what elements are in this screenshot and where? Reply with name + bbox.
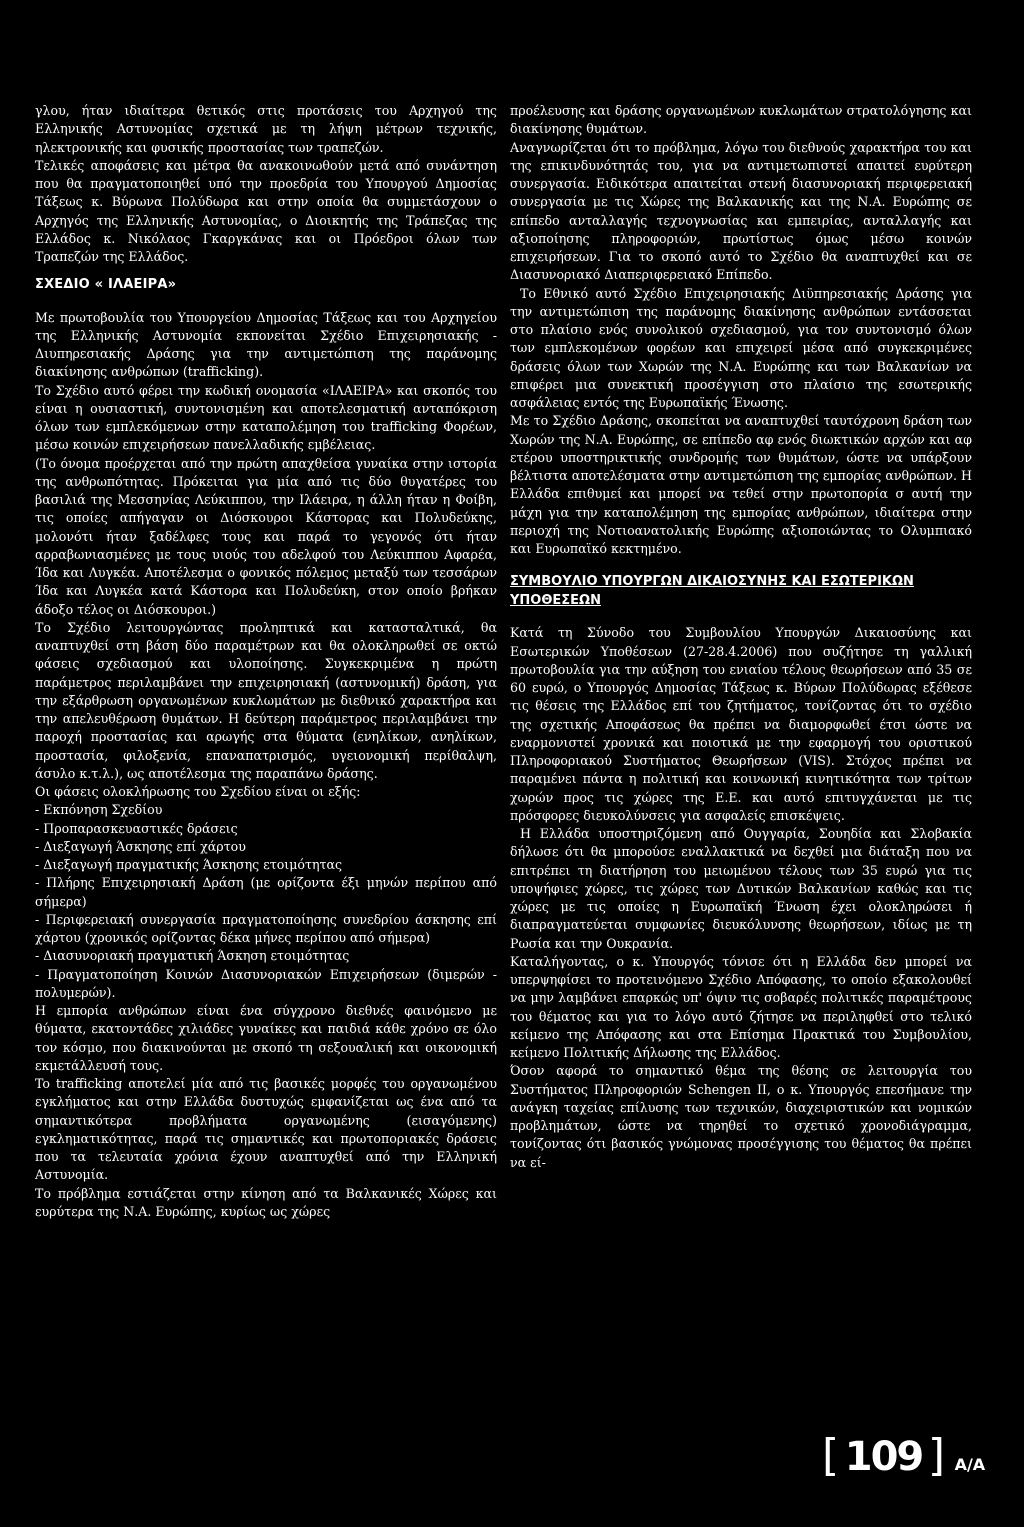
list-item: - Πραγματοποίηση Κοινών Διασυνοριακών Επιχειρήσεων (διμερών - πολυμερών). [35, 966, 497, 1000]
page-number-close-bracket: ] [927, 1430, 945, 1481]
paragraph: Η Ελλάδα υποστηριζόμενη από Ουγγαρία, Σουηδία και Σλοβακία δήλωσε ότι θα μπορούσε εναλλακτικά να δεχθεί μια διάταξη που να επιτρέπει τη διατήρηση του μειωμένου τέλους των 35 ευρώ για τις υποψήφιες χώρες, τις χώρες των Δυτικών Βαλκανίων καθώς και τις χώρες με τις οποίες η Ευρωπαϊκή Ένωση έχει ολοκληρώσει ή διαπραγματεύεται συμφωνίες διευκόλυνσης θεωρήσεων, ιδίως με τη Ρωσία και την Ουκρανία. [510, 826, 972, 951]
list-item: - Περιφερειακή συνεργασία πραγματοποίησης συνεδρίου άσκησης επί χάρτου (χρονικός ορίζοντας δέκα μήνες περίπου από σήμερα) [35, 911, 497, 945]
list-item: - Προπαρασκευαστικές δράσεις [35, 820, 238, 836]
paragraph: Τελικές αποφάσεις και μέτρα θα ανακοινωθούν μετά από συνάντηση που θα πραγματοποιηθεί υπό την προεδρία του Υπουργού Δημοσίας Τάξεως κ. Βύρωνα Πολύδωρα και στην οποία θα συμμετάσχουν ο Αρχηγός της Ελληνικής Αστυνομίας, ο Διοικητής της Τράπεζας της Ελλάδος κ. Νικόλαος Γκαργκάνας και οι Πρόεδροι όλων των Τραπεζών της Ελλάδος. [35, 157, 497, 264]
paragraph: Το Εθνικό αυτό Σχέδιο Επιχειρησιακής Διϋπηρεσιακής Δράσης για την αντιμετώπιση της παράνομης διακίνησης ανθρώπων εντάσσεται στο πλαίσιο ενός συνολικού σχεδιασμού, για τον συντονισμό όλων των εμπλεκομένων φορέων και επιχειρεί μέσα από συγκεκριμένες δράσεις όλων των Χωρών της Ν.Α. Ευρώπης και των Βαλκανίων να επιφέρει μια συνεκτική προσέγγιση στο πλαίσιο της εσωτερικής ασφάλειας εντός της Ευρωπαϊκής Ένωσης. [510, 285, 972, 410]
list-item: - Διεξαγωγή πραγματικής Άσκησης ετοιμότητας [35, 857, 343, 872]
paragraph: Οι φάσεις ολοκλήρωσης του Σχεδίου είναι οι εξής: [35, 784, 361, 799]
paragraph: Κατά τη Σύνοδο του Συμβουλίου Υπουργών Δικαιοσύνης και Εσωτερικών Υποθέσεων (27-28.4.2006) που συζήτησε τη γαλλική πρωτοβουλία για την αύξηση του ενιαίου τέλους θεωρήσεων από 35 σε 60 ευρώ, ο Υπουργός Δημοσίας Τάξεως κ. Βύρων Πολύδωρας εξέθεσε τις θέσεις της Ελλάδος επί του ζητήματος, τονίζοντας ότι το σχέδιο της σχετικής Αποφάσεως θα πρέπει να διαμορφωθεί έτσι ώστε να εναρμονιστεί χρονικά και ποιοτικά με την εφαρμογή του οριστικού Πληροφοριακού Συστήματος Θεωρήσεων (VIS). Στόχος πρέπει να παραμένει πάντα η πολιτική και κοινωνική κινητικότητα των τρίτων χωρών προς τις χώρες της Ε.Ε. και αυτό επιτυγχάνεται με τις πρόσφορες διευκολύνσεις για ασφαλείς επισκέψεις. [510, 625, 972, 823]
paragraph: Καταλήγοντας, ο κ. Υπουργός τόνισε ότι η Ελλάδα δεν μπορεί να υπερψηφίσει το προτεινόμενο Σχέδιο Απόφασης, το οποίο εξακολουθεί να μην λαμβάνει επαρκώς υπ' όψιν τις σοβαρές πολιτικές παραμέτρους του θέματος και για το λόγο αυτό ζήτησε να περιληφθεί στο τελικό κείμενο της Απόφασης και στα Επίσημα Πρακτικά του Συμβουλίου, κείμενο Πολιτικής Δήλωσης της Ελλάδος. [510, 953, 972, 1060]
list-item: - Εκπόνηση Σχεδίου [35, 802, 163, 818]
paragraph: προέλευσης και δράσης οργανωμένων κυκλωμάτων στρατολόγησης και διακίνησης θυμάτων. [510, 103, 972, 137]
paragraph: (Το όνομα προέρχεται από την πρώτη απαχθείσα γυναίκα στην ιστορία της ανθρωπότητας. Πρόκειται για μία από τις δύο θυγατέρες του βασιλιά της Μεσσηνίας Λεύκιππου, την Ιλάειρα, η άλλη ήταν η Φοίβη, τις οποίες απήγαγαν οι Διόσκουροι Κάστορας και Πολυδεύκης, μολονότι ήταν ξαδέλφες τους και παρά το γεγονός ότι ήταν αρραβωνιασμένες με τους υιούς του αδελφού του Λεύκιππου Αφαρέα, Ίδα και Λυγκέα. Αποτέλεσμα ο φονικός πόλεμος μεταξύ των τεσσάρων Ίδα και Λυγκέα κατά Κάστορα και Πολυδεύκη, στον οποίο βρήκαν άδοξο τέλος οι Διόσκουροι.) [35, 455, 497, 617]
page-number-value: 109 [844, 1434, 923, 1480]
paragraph: Το Σχέδιο αυτό φέρει την κωδική ονομασία «ΙΛΑΕΙΡΑ» και σκοπός του είναι η ουσιαστική, συντονισμένη και αποτελεσματική ανταπόκριση όλων των εμπλεκόμενων στην καταπολέμηση του trafficking Φορέων, μέσω κοινών επιχειρήσεων πανελλαδικής εμβέλειας. [35, 382, 497, 453]
paragraph: γλου, ήταν ιδιαίτερα θετικός στις προτάσεις του Αρχηγού της Ελληνικής Αστυνομίας σχετικά με τη λήψη μέτρων τεχνικής, ηλεκτρονικής και φυσικής προστασίας των τραπεζών. [35, 103, 497, 155]
list-item: - Διασυνοριακή πραγματική Άσκηση ετοιμότητας [35, 948, 350, 964]
section-heading: ΣΥΜΒΟΥΛΙΟ ΥΠΟΥΡΓΩΝ ΔΙΚΑΙΟΣΥΝΗΣ ΚΑΙ ΕΣΩΤΕΡΙΚΩΝ ΥΠΟΘΕΣΕΩΝ [510, 574, 914, 609]
paragraph: Το πρόβλημα εστιάζεται στην κίνηση από τα Βαλκανικές Χώρες και ευρύτερα της Ν.Α. Ευρώπης, κυρίως ως χώρες [35, 1185, 497, 1219]
right-column [510, 102, 972, 1172]
list-item: - Διεξαγωγή Άσκησης επί χάρτου [35, 838, 246, 854]
paragraph: Αναγνωρίζεται ότι το πρόβλημα, λόγω του διεθνούς χαρακτήρα του και της επικινδυνότητάς του, για να αντιμετωπιστεί απαιτεί ευρύτερη συνεργασία. Ειδικότερα απαιτείται στενή διασυνοριακή περιφερειακή συνεργασία με τις Χώρες της Βαλκανικής και της Ν.Α. Ευρώπης σε επίπεδο ανταλλαγής τεχνογνωσίας και εμπειρίας, ανταλλαγής και αξιοποίησης πληροφοριών, πρωτίστως όμως μέσω κοινών επιχειρήσεων. Για το σκοπό αυτό το Σχέδιο θα αναπτυχθεί και σε Διασυνοριακό Διαπεριφερειακό Επίπεδο. [510, 139, 972, 283]
paragraph: To trafficking αποτελεί μία από τις βασικές μορφές του οργανωμένου εγκλήματος και στην Ελλάδα δυστυχώς εμφανίζεται ως ένα από τα σημαντικότερα προβλήματα οργανωμένης (εισαγόμενης) εγκληματικότητας, παρά τις σημαντικές και πρωτοποριακές δράσεις που τα τελευταία χρόνια έχουν αναπτυχθεί από την Ελληνική Αστυνομία. [35, 1076, 497, 1183]
paragraph: Με το Σχέδιο Δράσης, σκοπείται να αναπτυχθεί ταυτόχρονη δράση των Χωρών της Ν.Α. Ευρώπης, σε επίπεδο αφ ενός διωκτικών αρχών και αφ ετέρου υποστηρικτικής συνδρομής των θυμάτων, ώστε να υπάρξουν βέλτιστα αποτελέσματα στην αντιμετώπιση της εμπορίας ανθρώπων. Η Ελλάδα επιθυμεί και μπορεί να τεθεί στην πρωτοπορία σ αυτή την μάχη για την καταπολέμηση της εμπορίας ανθρώπων, ιδιαίτερα στην περιοχή της Νοτιοανατολικής Ευρώπης αξιοποιώντας το Ολυμπιακό και Ευρωπαϊκό κεκτημένο. [510, 413, 972, 556]
page-number-open-bracket: [ [822, 1430, 840, 1481]
section-heading: ΣΧΕΔΙΟ « ΙΛΑΕΙΡΑ» [35, 277, 177, 293]
page-number [822, 1430, 985, 1481]
list-item: - Πλήρης Επιχειρησιακή Δράση (με ορίζοντα έξι μηνών περίπου από σήμερα) [35, 875, 497, 909]
paragraph: Όσον αφορά το σημαντικό θέμα της θέσης σε λειτουργία του Συστήματος Πληροφοριών Schengen ΙΙ, ο κ. Υπουργός επεσήμανε την ανάγκη ταχείας επίλυσης των τεχνικών, διαχειριστικών και νομικών προβλημάτων, ώστε να τηρηθεί το σχετικό χρονοδιάγραμμα, τονίζοντας ότι βασικός γνώμονας προσέγγισης του θέματος θα πρέπει να εί- [510, 1063, 972, 1170]
left-column [35, 102, 497, 1221]
paragraph: Η εμπορία ανθρώπων είναι ένα σύγχρονο διεθνές φαινόμενο με θύματα, εκατοντάδες χιλιάδες γυναίκες και παιδιά κάθε χρόνο σε όλο τον κόσμο, που διακινούνται με σκοπό τη σεξουαλική και οικονομική εκμετάλλευσή τους. [35, 1003, 497, 1073]
issue-label: Α/Α [954, 1455, 986, 1474]
paragraph: Το Σχέδιο λειτουργώντας προληπτικά και κατασταλτικά, θα αναπτυχθεί στη βάση δύο παραμέτρων και θα ολοκληρωθεί σε οκτώ φάσεις σχεδιασμού και υλοποίησης. Συγκεκριμένα η πρώτη παράμετρος περιλαμβάνει την επιχειρησιακή (αστυνομική) δράση, για την εξάρθρωση οργανωμένων κυκλωμάτων με διεθνικό χαρακτήρα και την απελευθέρωση θυμάτων. Η δεύτερη παράμετρος περιλαμβάνει την παροχή προστασίας και αρωγής στα θύματα (ενηλίκων, ανηλίκων, προστασία, φιλοξενία, επαναπατρισμός, υγειονομική περίθαλψη, άσυλο κ.τ.λ.), ως αποτέλεσμα της παραπάνω δράσης. [35, 619, 497, 781]
paragraph: Με πρωτοβουλία του Υπουργείου Δημοσίας Τάξεως και του Αρχηγείου της Ελληνικής Αστυνομία εκπονείται Σχέδιο Επιχειρησιακής - Διυπηρεσιακής Δράσης για την αντιμετώπιση της παράνομης διακίνησης ανθρώπων (trafficking). [35, 309, 497, 380]
